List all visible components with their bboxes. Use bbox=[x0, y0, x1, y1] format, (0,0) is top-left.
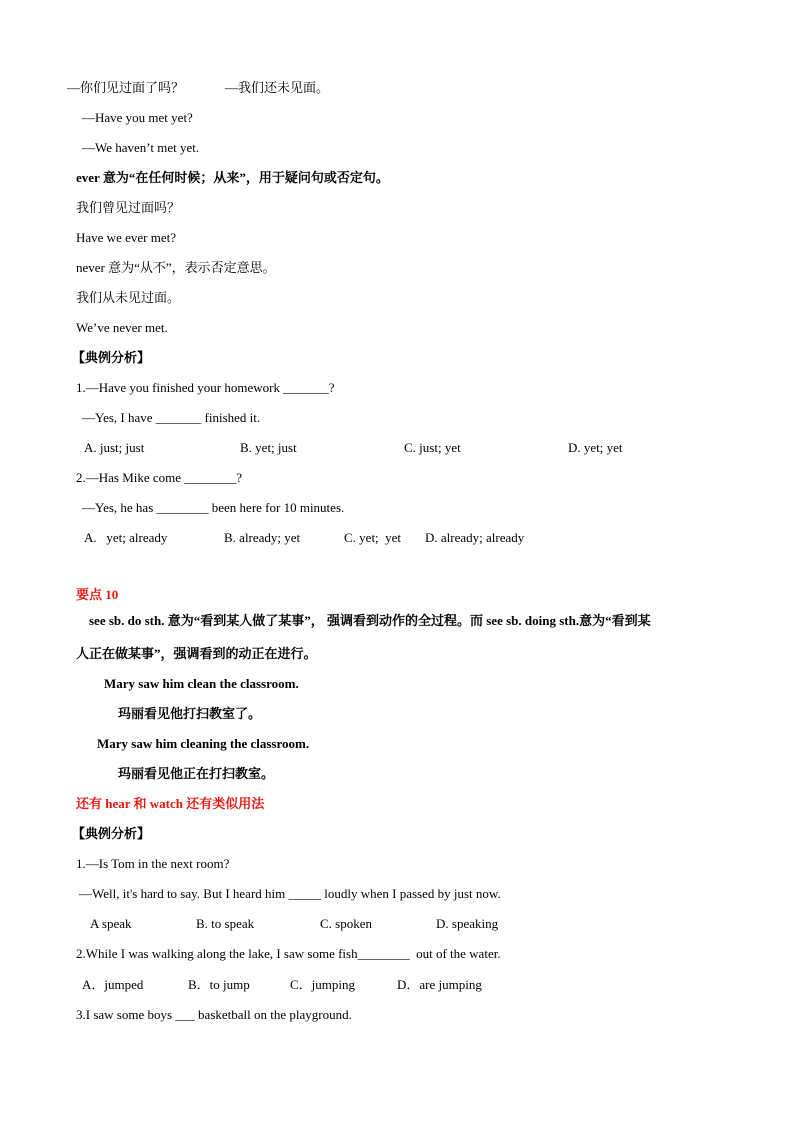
option-a: A. yet; already bbox=[84, 530, 168, 545]
exercise-1-options bbox=[0, 915, 800, 933]
never-example-cn: 我们从未见过面。 bbox=[76, 290, 181, 305]
option-d: D. yet; yet bbox=[568, 440, 623, 455]
option-a: A speak bbox=[90, 916, 132, 931]
dialog-answer-cn: —我们还未见面。 bbox=[225, 80, 330, 95]
exercise-3: 3.I saw some boys ___ basketball on the playground. bbox=[76, 1007, 352, 1022]
option-d: D. already; already bbox=[425, 530, 525, 545]
point-title: 要点 10 bbox=[76, 587, 119, 602]
question-1: 1.—Have you finished your homework _______? bbox=[76, 380, 335, 395]
option-a: A．jumped bbox=[82, 977, 144, 992]
section-heading-examples-2: 【典例分析】 bbox=[72, 826, 151, 841]
option-c: C. just; yet bbox=[404, 440, 461, 455]
ever-example-cn: 我们曾见过面吗？ bbox=[76, 200, 181, 215]
exercise-1: 1.—Is Tom in the next room? bbox=[76, 856, 230, 871]
example-1-cn: 玛丽看见他打扫教室了。 bbox=[118, 706, 262, 721]
option-b: B．to jump bbox=[188, 977, 250, 992]
never-rule: never 意为“从不”，表示否定意思。 bbox=[76, 260, 276, 275]
option-c: C. yet; yet bbox=[344, 530, 402, 545]
section-heading-examples: 【典例分析】 bbox=[72, 350, 151, 365]
option-c: C．jumping bbox=[290, 977, 356, 992]
point-rule-line-2: 人正在做某事”，强调看到的动正在进行。 bbox=[76, 646, 317, 661]
ever-example-en: Have we ever met? bbox=[76, 230, 176, 245]
option-b: B. already; yet bbox=[224, 530, 301, 545]
option-a: A. just; just bbox=[84, 440, 145, 455]
question-2-answer: —Yes, he has ________ been here for 10 minutes. bbox=[82, 500, 345, 515]
option-d: D．are jumping bbox=[397, 977, 482, 992]
dialog-question-en: —Have you met yet? bbox=[82, 110, 193, 125]
exercise-2-options bbox=[0, 976, 800, 994]
question-1-answer: —Yes, I have _______ finished it. bbox=[82, 410, 261, 425]
exercise-1-answer: —Well, it's hard to say. But I heard him _____ loudly when I passed by just now. bbox=[79, 886, 501, 901]
question-2: 2.—Has Mike come ________? bbox=[76, 470, 243, 485]
point-rule-line-1: see sb. do sth. 意为“看到某人做了某事”， 强调看到动作的全过程。而 see sb. doing sth.意为“看到某 bbox=[89, 613, 651, 628]
dialog-question-cn: —你们见过面了吗？ bbox=[67, 80, 185, 95]
option-b: B. to speak bbox=[196, 916, 255, 931]
usage-note: 还有 hear 和 watch 还有类似用法 bbox=[76, 796, 265, 811]
exercise-2: 2.While I was walking along the lake, I saw some fish________ out of the water. bbox=[76, 946, 501, 961]
question-1-options bbox=[0, 439, 800, 457]
example-2-en: Mary saw him cleaning the classroom. bbox=[97, 736, 310, 751]
question-2-options bbox=[0, 529, 800, 547]
option-c: C. spoken bbox=[320, 916, 372, 931]
never-example-en: We’ve never met. bbox=[76, 320, 168, 335]
dialog-answer-en: —We haven’t met yet. bbox=[82, 140, 200, 155]
example-1-en: Mary saw him clean the classroom. bbox=[104, 676, 299, 691]
example-2-cn: 玛丽看见他正在打扫教室。 bbox=[118, 766, 275, 781]
ever-rule: ever 意为“在任何时候；从来”，用于疑问句或否定句。 bbox=[76, 170, 389, 185]
option-b: B. yet; just bbox=[240, 440, 297, 455]
option-d: D. speaking bbox=[436, 916, 499, 931]
